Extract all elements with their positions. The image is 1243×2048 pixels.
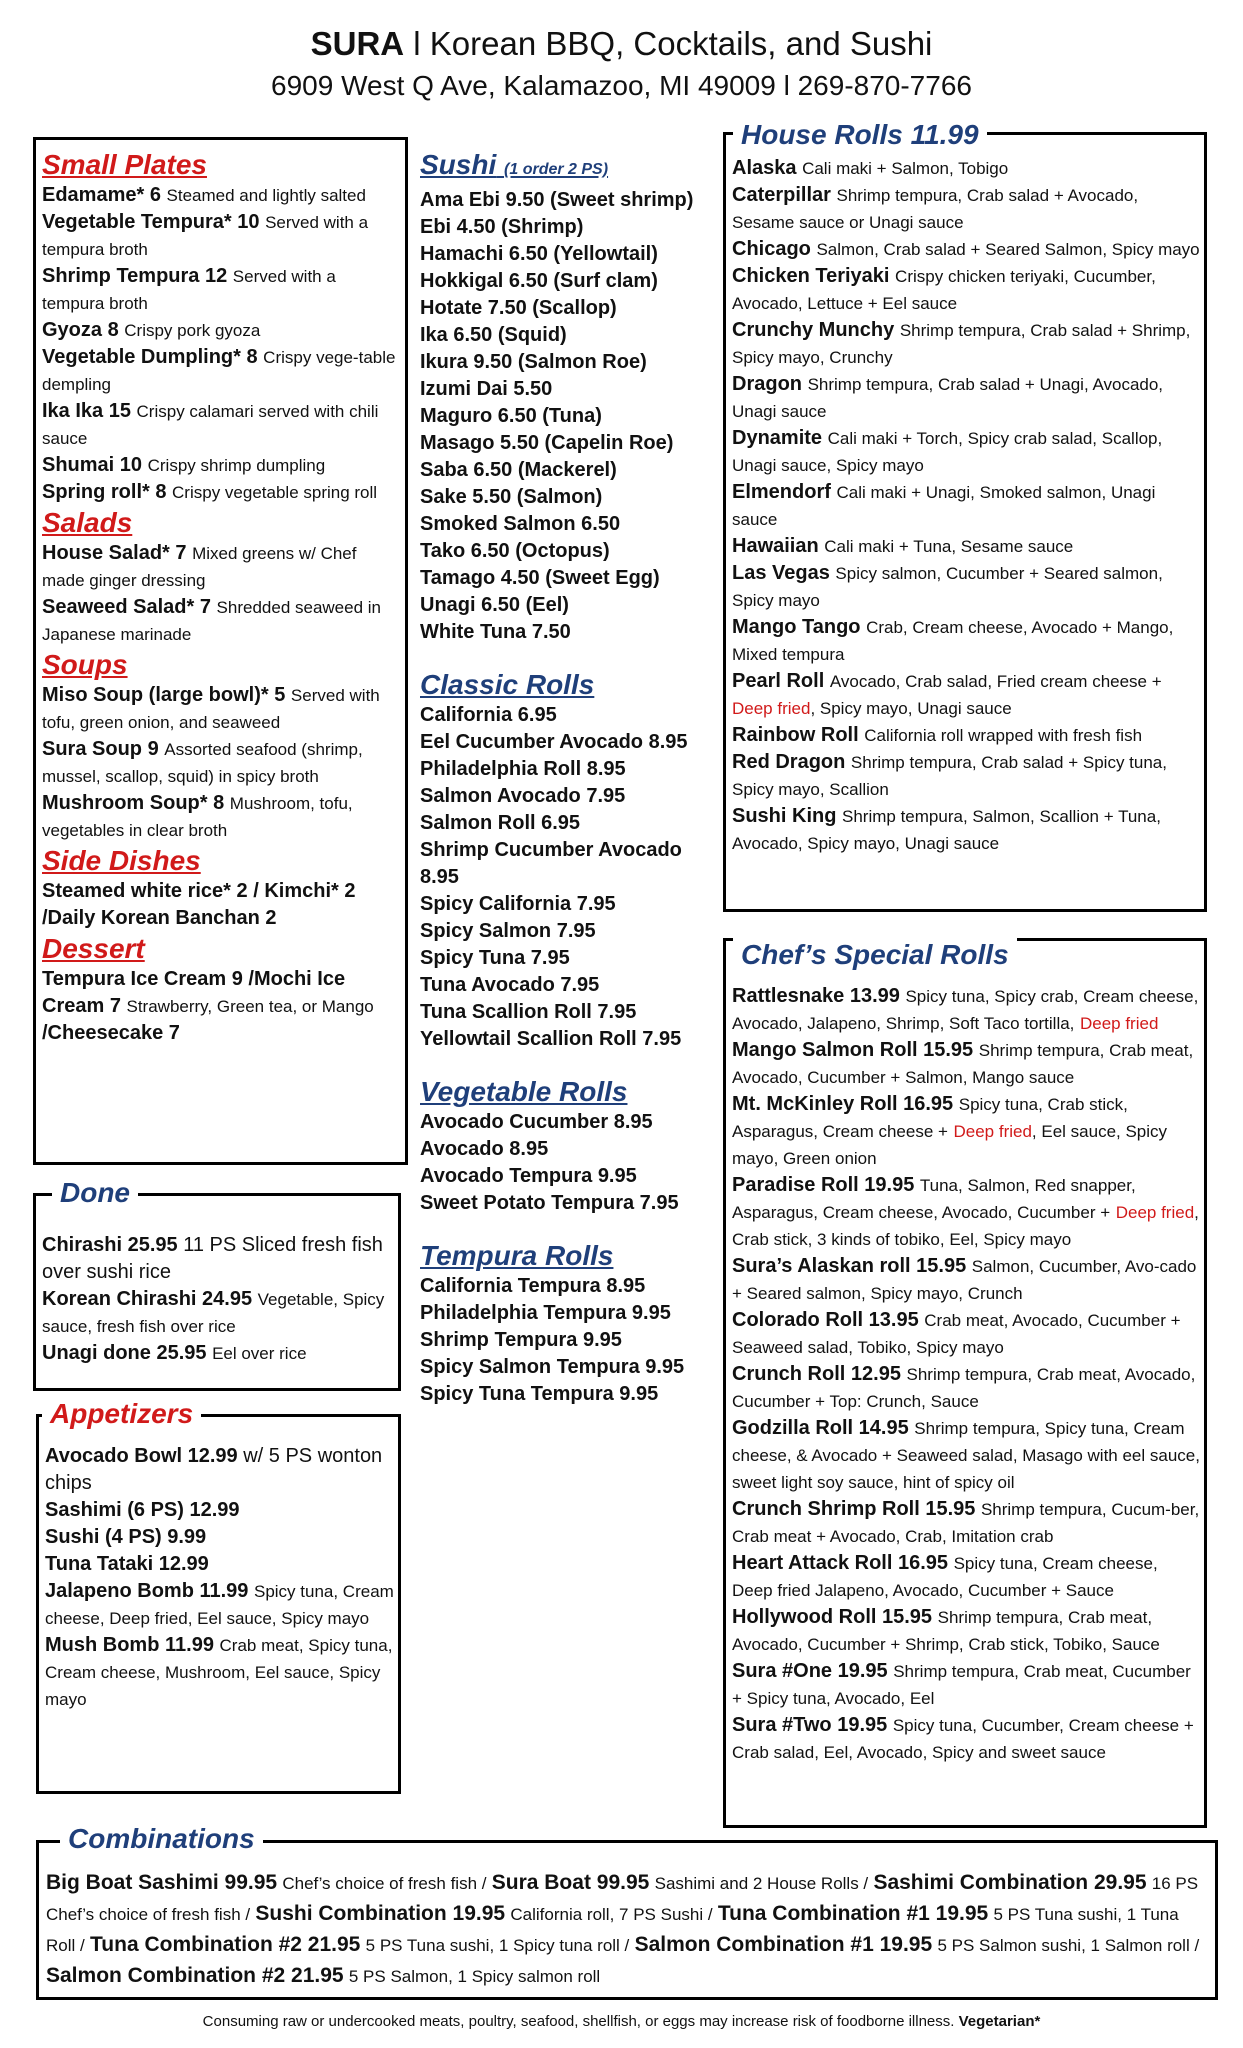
section-title [420,148,720,187]
done-title: Done [52,1176,138,1210]
combo-description: 5 PS Salmon, 1 Spicy salmon roll [348,1967,601,1986]
menu-item [42,878,402,932]
combo-name: Salmon Combination #1 19.95 [634,1933,933,1956]
item-description: Cali maki + Tuna, Sesame sauce [824,537,1074,556]
item-name: Spicy Salmon 7.95 [420,920,596,942]
item-description: Salmon, Cucumber, Avo-cado + Seared salmon, Spicy mayo, Crunch [732,1257,1197,1303]
item-description: Crispy chicken teriyaki, Cucumber, Avocado, Lettuce + Eel sauce [732,267,1156,313]
item-description: Served with a tempura broth [42,267,336,313]
deep-fried-note: Deep fried [1079,1014,1159,1033]
item-name: Caterpillar [732,184,831,206]
item-description: Crab meat, Avocado, Cucumber + Seaweed salad, Tobiko, Spicy mayo [732,1311,1181,1357]
menu-item [42,182,402,209]
item-description: Crab, Cream cheese, Avocado + Mango, Mixed tempura [732,618,1174,664]
chef-rolls-list [732,983,1200,1766]
combo-name: Salmon Combination #2 21.95 [46,1964,344,1987]
item-name: Spicy Tuna Tempura 9.95 [420,1383,659,1405]
middle-menu-column [420,148,720,1408]
item-description: Spicy tuna, Crab stick, Asparagus, Cream cheese + [732,1095,1128,1141]
menu-item [45,1551,395,1578]
item-name: Tako 6.50 (Octopus) [420,540,610,562]
item-name: Colorado Roll 13.95 [732,1309,919,1331]
item-description: Shrimp tempura, Crab salad + Avocado, Sesame sauce or Unagi sauce [732,186,1139,232]
item-name: Sura’s Alaskan roll 15.95 [732,1255,967,1277]
appetizers-list [45,1443,395,1713]
footer-vegetarian: Vegetarian* [958,2013,1041,2030]
menu-item [420,403,720,430]
item-name: Crunch Roll 12.95 [732,1363,901,1385]
section-title: Vegetable Rolls [420,1076,628,1107]
menu-item [45,1524,395,1551]
menu-item [45,1632,395,1713]
item-description: Spicy tuna, Cream cheese, Deep fried, Eel sauce, Spicy mayo [45,1582,394,1628]
item-description: Shredded seaweed in Japanese marinade [42,598,382,644]
item-name: Hawaiian [732,535,819,557]
combo-description: 5 PS Tuna sushi, 1 Spicy tuna roll / [365,1936,630,1955]
menu-item [45,1578,395,1632]
menu-item [42,736,402,790]
menu-item [732,1604,1200,1658]
item-description: Shrimp tempura, Crab meat, Avocado, Cucumber + Shrimp, Crab stick, Tobiko, Sauce [732,1608,1160,1654]
item-name: Las Vegas [732,562,830,584]
menu-item [420,214,720,241]
item-name: Dragon [732,373,802,395]
menu-item [420,376,720,403]
menu-item [420,999,720,1026]
combo-name: Tuna Combination #2 21.95 [90,1933,361,1956]
menu-item [732,1415,1200,1496]
item-name: Elmendorf [732,481,831,503]
combo-description: Chef’s choice of fresh fish / [282,1874,487,1893]
item-name: Maguro 6.50 (Tuna) [420,405,602,427]
item-name: Sashimi (6 PS) 12.99 [45,1499,240,1521]
menu-item [420,1273,720,1300]
item-name: Saba 6.50 (Mackerel) [420,459,617,481]
menu-item [732,983,1200,1037]
item-name: California Tempura 8.95 [420,1275,646,1297]
menu-item [42,790,402,844]
item-description: California roll wrapped with fresh fish [864,726,1143,745]
item-name: House Salad* 7 [42,542,187,564]
item-detail: w/ 5 PS wonton chips [45,1445,383,1494]
item-description: Crispy shrimp dumpling [147,456,326,475]
menu-item [732,182,1200,236]
item-name: Sushi King [732,805,837,827]
menu-item [42,1340,392,1367]
item-name: Vegetable Dumpling* 8 [42,346,258,368]
menu-item [42,317,402,344]
item-name: Sura #Two 19.95 [732,1714,888,1736]
item-name: Ebi 4.50 (Shrimp) [420,216,584,238]
item-description: Mushroom, tofu, vegetables in clear broth [42,794,353,840]
item-name: Chicken Teriyaki [732,265,890,287]
section-title: Dessert [42,933,145,964]
item-name: Hamachi 6.50 (Yellowtail) [420,243,658,265]
item-name: Mango Salmon Roll 15.95 [732,1039,974,1061]
menu-item [42,1286,392,1340]
menu-item [420,1381,720,1408]
menu-item [420,729,720,756]
item-name: Tamago 4.50 (Sweet Egg) [420,567,660,589]
item-name: Dynamite [732,427,823,449]
deep-fried-note: Deep fried [1115,1203,1195,1222]
menu-item [420,538,720,565]
menu-item [732,614,1200,668]
combo-description: 16 PS Chef’s choice of fresh fish / [46,1874,1199,1924]
menu-item [420,187,720,214]
item-name: Godzilla Roll 14.95 [732,1417,909,1439]
menu-item [732,1091,1200,1172]
item-description: Spicy tuna, Spicy crab, Cream cheese, Avocado, Jalapeno, Shrimp, Soft Taco tortilla, [732,987,1199,1033]
menu-item [420,837,720,891]
footer-disclaimer [0,2013,1243,2030]
item-name: Tuna Tataki 12.99 [45,1553,209,1575]
house-rolls-list [732,155,1200,857]
item-description: Shrimp tempura, Cucum-ber, Crab meat + Avocado, Crab, Imitation crab [732,1500,1200,1546]
combo-name: Big Boat Sashimi 99.95 [46,1871,278,1894]
item-name: Spicy Tuna 7.95 [420,947,570,969]
combo-description: California roll, 7 PS Sushi / [510,1905,713,1924]
section-title: Salads [42,507,133,538]
combo-description: Sashimi and 2 House Rolls / [654,1874,869,1893]
item-name: Yellowtail Scallion Roll 7.95 [420,1028,682,1050]
section-title: Classic Rolls [420,669,595,700]
item-name: Ika 6.50 (Squid) [420,324,567,346]
combo-description: 5 PS Tuna sushi, 1 Tuna Roll / [46,1905,1179,1955]
menu-item [420,619,720,646]
combo-name: Sura Boat 99.95 [491,1871,650,1894]
item-description: Assorted seafood (shrimp, mussel, scallop, squid) in spicy broth [42,740,363,786]
item-name: Spicy Salmon Tempura 9.95 [420,1356,685,1378]
menu-item [420,430,720,457]
menu-item [420,241,720,268]
item-description: Mixed greens w/ Chef made ginger dressing [42,544,357,590]
item-name: Philadelphia Tempura 9.95 [420,1302,671,1324]
menu-item [732,263,1200,317]
item-name: Salmon Roll 6.95 [420,812,581,834]
item-name: Sushi (4 PS) 9.99 [45,1526,207,1548]
menu-item [420,945,720,972]
item-name: Shrimp Cucumber Avocado 8.95 [420,839,682,888]
footer-text: Consuming raw or undercooked meats, poultry, seafood, shellfish, or eggs may increase risk of foodborne illness. [202,2013,955,2030]
menu-item [732,1712,1200,1766]
menu-item [420,891,720,918]
item-name: Jalapeno Bomb 11.99 [45,1580,249,1602]
item-description: Cali maki + Torch, Spicy crab salad, Scallop, Unagi sauce, Spicy mayo [732,429,1163,475]
menu-item [732,1172,1200,1253]
menu-item [732,371,1200,425]
menu-item [732,560,1200,614]
item-name: Unagi done 25.95 [42,1342,207,1364]
menu-item [420,457,720,484]
combinations-title: Combinations [60,1822,263,1856]
menu-item [42,209,402,263]
menu-item [732,1253,1200,1307]
menu-item [420,565,720,592]
item-name: Izumi Dai 5.50 [420,378,553,400]
item-description: Steamed and lightly salted [166,186,366,205]
item-description: Served with tofu, green onion, and seaweed [42,686,380,732]
item-name: Avocado Bowl 12.99 [45,1445,238,1467]
item-name: Ika Ika 15 [42,400,131,422]
menu-item [732,803,1200,857]
item-description: Shrimp tempura, Crab meat, Avocado, Cucumber + Salmon, Mango sauce [732,1041,1194,1087]
item-name: Korean Chirashi 24.95 [42,1288,253,1310]
item-description: Strawberry, Green tea, or Mango [126,997,374,1016]
menu-item [420,1190,720,1217]
item-description: Shrimp tempura, Crab meat, Avocado, Cucumber + Top: Crunch, Sauce [732,1365,1196,1411]
item-name: Paradise Roll 19.95 [732,1174,915,1196]
item-description-cont: , Crab stick, 3 kinds of tobiko, Eel, Spicy mayo [732,1203,1199,1249]
menu-item [732,1658,1200,1712]
menu-item [732,722,1200,749]
menu-item [42,540,402,594]
menu-item [420,1354,720,1381]
menu-item [732,317,1200,371]
item-name: Mush Bomb 11.99 [45,1634,214,1656]
item-name: Tempura Ice Cream 9 /Mochi Ice Cream 7 [42,968,346,1017]
item-name: Red Dragon [732,751,846,773]
item-name: Ama Ebi 9.50 (Sweet shrimp) [420,189,694,211]
combo-description: 5 PS Salmon sushi, 1 Salmon roll / [937,1936,1200,1955]
item-name: Chicago [732,238,811,260]
restaurant-address: 6909 West Q Ave, Kalamazoo, MI 49009 l 269-870-7766 [271,70,972,101]
section-title: Tempura Rolls [420,1240,614,1271]
item-description: Crab meat, Spicy tuna, Cream cheese, Mushroom, Eel sauce, Spicy mayo [45,1636,393,1709]
menu-item [420,295,720,322]
menu-item [420,1300,720,1327]
item-description: Salmon, Crab salad + Seared Salmon, Spicy mayo [816,240,1200,259]
menu-item [420,592,720,619]
menu-item [420,268,720,295]
item-name: Shumai 10 [42,454,143,476]
menu-item [42,452,402,479]
menu-item [420,322,720,349]
item-description: Cali maki + Unagi, Smoked salmon, Unagi sauce [732,483,1156,529]
item-description: Served with a tempura broth [42,213,369,259]
item-description: Shrimp tempura, Spicy tuna, Cream cheese, & Avocado + Seaweed salad, Masago with eel sauce, sweet light soy sauce, hint of spicy oil [732,1419,1200,1492]
chef-rolls-title: Chef’s Special Rolls [733,938,1017,972]
menu-item [732,1361,1200,1415]
section-title: Side Dishes [42,845,201,876]
combo-name: Sushi Combination 19.95 [255,1902,506,1925]
item-name: Vegetable Tempura* 10 [42,211,260,233]
restaurant-title [0,22,1243,66]
menu-item [42,398,402,452]
menu-item [732,425,1200,479]
house-rolls-title: House Rolls 11.99 [733,118,987,152]
item-name: Seaweed Salad* 7 [42,596,211,618]
item-name: Avocado Cucumber 8.95 [420,1111,653,1133]
item-name: Steamed white rice* 2 / Kimchi* 2 /Daily Korean Banchan 2 [42,880,356,929]
item-name: Salmon Avocado 7.95 [420,785,626,807]
menu-item [420,1109,720,1136]
item-detail: 11 PS Sliced fresh fish over sushi rice [42,1234,383,1283]
left-menu-column [42,148,402,1047]
item-name: Crunch Shrimp Roll 15.95 [732,1498,976,1520]
item-description: Cali maki + Salmon, Tobigo [802,159,1009,178]
item-description: Crispy calamari served with chili sauce [42,402,379,448]
item-description-cont: , Spicy mayo, Unagi sauce [810,699,1012,718]
item-name: Hotate 7.50 (Scallop) [420,297,617,319]
item-name: Chirashi 25.95 [42,1234,178,1256]
menu-item [420,810,720,837]
item-name: Unagi 6.50 (Eel) [420,594,569,616]
item-description: Spicy tuna, Cream cheese, Deep fried Jalapeno, Avocado, Cucumber + Sauce [732,1554,1158,1600]
item-name: Avocado Tempura 9.95 [420,1165,637,1187]
item-name: Shrimp Tempura 12 [42,265,228,287]
item-name: Spring roll* 8 [42,481,167,503]
item-name: Gyoza 8 [42,319,119,341]
item-name: Edamame* 6 [42,184,161,206]
item-name: Rattlesnake 13.99 [732,985,900,1007]
item-name: Masago 5.50 (Capelin Roe) [420,432,674,454]
menu-item [420,702,720,729]
menu-item [420,1327,720,1354]
menu-item [42,344,402,398]
item-name: Miso Soup (large bowl)* 5 [42,684,286,706]
menu-item [42,682,402,736]
item-name: Crunchy Munchy [732,319,895,341]
item-name: Pearl Roll [732,670,825,692]
item-description: Shrimp tempura, Crab salad + Unagi, Avocado, Unagi sauce [732,375,1164,421]
menu-item [420,918,720,945]
item-name: Tuna Scallion Roll 7.95 [420,1001,637,1023]
item-name: Mt. McKinley Roll 16.95 [732,1093,954,1115]
restaurant-tagline: l Korean BBQ, Cocktails, and Sushi [413,25,933,62]
menu-item [732,1496,1200,1550]
menu-item [732,533,1200,560]
menu-item [42,594,402,648]
item-description: Shrimp tempura, Crab salad + Spicy tuna, Spicy mayo, Scallion [732,753,1167,799]
sushi-note: (1 order 2 PS) [504,161,609,178]
menu-item [42,263,402,317]
item-name: Sweet Potato Tempura 7.95 [420,1192,679,1214]
menu-item [42,1232,392,1286]
item-description: Crispy vege-table dempling [42,348,396,394]
item-name: Eel Cucumber Avocado 8.95 [420,731,688,753]
menu-item [732,479,1200,533]
section-title: Soups [42,649,128,680]
menu-item [45,1497,395,1524]
restaurant-name: SURA [310,25,405,62]
section-title: Small Plates [42,149,207,180]
item-name: Rainbow Roll [732,724,859,746]
menu-item [420,756,720,783]
menu-item [732,155,1200,182]
menu-item [732,236,1200,263]
menu-item [420,972,720,999]
item-description-cont: , Eel sauce, Spicy mayo, Green onion [732,1122,1168,1168]
menu-item [420,511,720,538]
sushi-title: Sushi [420,149,497,180]
menu-item [420,349,720,376]
menu-item [420,484,720,511]
item-description: Crispy pork gyoza [124,321,261,340]
item-name: Ikura 9.50 (Salmon Roe) [420,351,647,373]
item-name: Philadelphia Roll 8.95 [420,758,626,780]
menu-item [420,1026,720,1053]
item-name: Avocado 8.95 [420,1138,549,1160]
item-name: Sake 5.50 (Salmon) [420,486,603,508]
deep-fried-note: Deep fried [732,699,811,718]
item-description: Shrimp tempura, Crab meat, Cucumber + Spicy tuna, Avocado, Eel [732,1662,1191,1708]
deep-fried-note: Deep fried [953,1122,1032,1141]
item-name: Hollywood Roll 15.95 [732,1606,933,1628]
menu-item [420,1163,720,1190]
appetizers-title: Appetizers [42,1397,201,1431]
menu-item [420,1136,720,1163]
item-name: Sura #One 19.95 [732,1660,888,1682]
menu-item [732,668,1200,722]
menu-item [42,966,402,1047]
item-description: Tuna, Salmon, Red snapper, Asparagus, Cream cheese, Avocado, Cucumber + [732,1176,1136,1222]
combo-name: Sashimi Combination 29.95 [873,1871,1147,1894]
menu-item [732,1307,1200,1361]
item-name: California 6.95 [420,704,557,726]
item-name: White Tuna 7.50 [420,621,571,643]
menu-item [732,1550,1200,1604]
item-name: Alaska [732,157,797,179]
menu-item [42,479,402,506]
item-description: Avocado, Crab salad, Fried cream cheese + [829,672,1162,691]
menu-item [420,783,720,810]
menu-item [45,1443,395,1497]
done-list [42,1232,392,1367]
item-name: Shrimp Tempura 9.95 [420,1329,622,1351]
item-description: Shrimp tempura, Crab salad + Shrimp, Spicy mayo, Crunchy [732,321,1191,367]
item-description: Vegetable, Spicy sauce, fresh fish over rice [42,1290,385,1336]
menu-item [732,749,1200,803]
combinations-list [46,1868,1211,1992]
item-name-cont: /Cheesecake 7 [42,1022,180,1044]
item-name: Tuna Avocado 7.95 [420,974,600,996]
item-description: Spicy tuna, Cucumber, Cream cheese + Crab salad, Eel, Avocado, Spicy and sweet sauce [732,1716,1194,1762]
menu-item [732,1037,1200,1091]
item-description: Eel over rice [212,1344,307,1363]
item-description: Crispy vegetable spring roll [172,483,378,502]
item-description: Spicy salmon, Cucumber + Seared salmon, Spicy mayo [732,564,1163,610]
item-name: Spicy California 7.95 [420,893,616,915]
item-name: Sura Soup 9 [42,738,159,760]
item-name: Heart Attack Roll 16.95 [732,1552,949,1574]
combo-name: Tuna Combination #1 19.95 [717,1902,989,1925]
menu-header [0,22,1243,106]
item-name: Mango Tango [732,616,861,638]
item-name: Mushroom Soup* 8 [42,792,225,814]
item-name: Smoked Salmon 6.50 [420,513,621,535]
item-description: Shrimp tempura, Salmon, Scallion + Tuna, Avocado, Spicy mayo, Unagi sauce [732,807,1161,853]
item-name: Hokkigal 6.50 (Surf clam) [420,270,658,292]
